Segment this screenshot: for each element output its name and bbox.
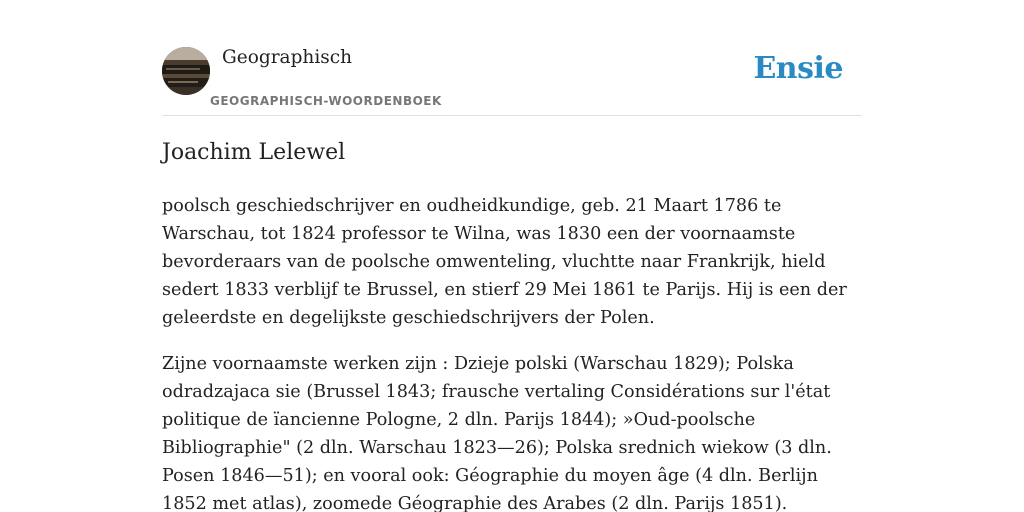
ensie-logo-link[interactable]: Ensie [753, 51, 843, 86]
source-header [162, 46, 862, 116]
source-avatar[interactable] [162, 47, 210, 95]
article-paragraph: Zijne voornaamste werken zijn : Dzieje polski (Warschau 1829); Polska odradzajaca sie (Brussel 1843; frausche vertaling Considérations sur l'état politique de ïancienne Pologne, 2 dln. Parijs 1844); »Oud-poolsche Bibliographie" (2 dln. Warschau 1823—26); Polska srednich wiekow (3 dln. Posen 1846—51); en vooral ook: Géographie du moyen âge (4 dln. Berlijn 1852 met atlas), zoomede Géographie des Arabes (2 dln. Parijs 1851). [162, 354, 832, 512]
book-spines-icon [162, 47, 210, 95]
header-divider [162, 115, 862, 116]
source-title[interactable]: Geographisch [222, 47, 353, 68]
article-title: Joachim Lelewel [162, 140, 346, 165]
article-paragraph: poolsch geschiedschrijver en oudheidkundige, geb. 21 Maart 1786 te Warschau, tot 1824 professor te Wilna, was 1830 een der voornaamste bevorderaars van de poolsche omwenteling, vluchtte naar Frankrijk, hield sedert 1833 verblijf te Brussel, en stierf 29 Mei 1861 te Parijs. Hij is een der geleerdste en degelijkste geschiedschrijvers der Polen. [162, 196, 847, 328]
article-body [162, 192, 867, 512]
source-slug[interactable]: GEOGRAPHISCH-WOORDENBOEK [210, 94, 442, 108]
